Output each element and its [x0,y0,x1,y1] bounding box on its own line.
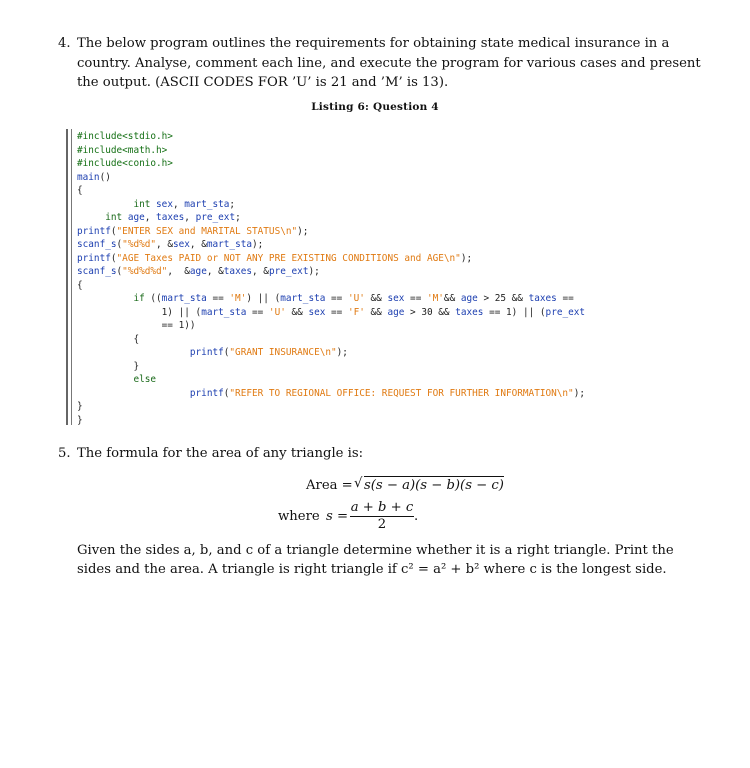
code-token: > 30 && [404,306,456,318]
code-line [77,400,585,414]
code-token: mart_sta [161,293,207,304]
code-token: == 1) || ( [483,306,546,318]
code-token: == [325,306,348,318]
code-token: , & [252,266,269,277]
code-token: (( [150,293,162,304]
question-4-number: 4. [58,36,71,51]
code-token: ( [110,252,117,264]
listing-caption: Listing 6: Question 4 [311,101,439,113]
where-label: where [278,509,320,524]
code-token: ); [573,387,586,399]
code-token: int [77,212,128,223]
listing-left-rule-inner [71,129,72,425]
code-token: main [77,171,100,183]
code-token: printf [77,252,111,264]
code-token: 'M' [229,293,247,304]
code-token: "%d%d%d" [122,266,168,277]
code-token: scanf_s [77,239,117,250]
formula-period: . [414,509,419,524]
code-line [77,130,585,144]
code-line [77,225,585,239]
code-token: pre_ext [545,306,586,318]
code-token: age [387,306,405,318]
code-token: 'F' [347,306,365,318]
question-4 [58,34,708,93]
code-token: == [246,306,269,318]
code-line [77,184,585,198]
code-token: == [206,293,230,304]
question-5-number: 5. [58,446,71,461]
code-token: 1) || ( [77,306,202,318]
code-token: pre_ext [268,266,309,277]
code-token: ); [297,225,309,237]
code-token: { [77,185,83,196]
code-line [77,171,585,185]
code-token: mart_sta [280,293,326,304]
code-token: "REFER TO REGIONAL OFFICE: REQUEST FOR FURTHER INFORMATION\n" [229,387,574,399]
code-token: ; [229,198,236,210]
code-token: 'U' [268,306,286,318]
code-token: } [77,401,83,412]
code-token: taxes [528,293,557,304]
s-fraction [350,500,414,532]
code-line [77,346,585,360]
s-equals: s = [326,509,349,524]
code-token: printf [77,347,224,358]
code-token: ( [116,239,123,250]
question-5 [58,444,708,464]
code-listing [66,129,706,425]
code-token: && [443,293,461,304]
code-token: 'M' [426,293,444,304]
question-5-task: Given the sides a, b, and c of a triangle determine whether it is a right triangle. Print the sides and the area. A triangle is right triangle if c² = a² + b² where c is the longest side. [77,543,674,577]
code-line [77,292,585,306]
code-token: == [556,293,574,304]
code-line [77,279,585,293]
code-token: mart_sta [184,198,230,210]
area-formula-radicand: s(s − a)(s − b)(s − c) [364,478,504,493]
code-line [77,360,585,374]
code-token: && [285,306,309,318]
code-token: taxes [156,212,185,223]
code-token: ); [336,347,348,358]
code-token: ); [460,252,473,264]
code-token: sex [156,198,173,210]
code-token: age [127,212,145,223]
code-line [77,414,585,428]
code-token: int [77,198,157,210]
code-token: age [460,293,478,304]
code-token: mart_sta [201,306,247,318]
code-token: printf [77,225,111,237]
code-token: sex [308,306,326,318]
code-token: } [77,360,140,372]
code-token: "GRANT INSURANCE\n" [229,347,337,358]
code-token: taxes [455,306,484,318]
code-token: , [144,212,157,223]
code-token: ( [223,347,230,358]
code-token: , & [167,266,190,277]
code-token: #include<stdio.h> [77,131,173,142]
code-token: } [77,414,83,426]
code-token: printf [77,387,224,399]
question-5-intro: The formula for the area of any triangle is: [77,446,364,461]
code-line [77,157,585,171]
code-token: ( [116,266,123,277]
code-line [77,252,585,266]
code-token: sex [172,239,190,250]
code-token: "%d%d" [122,239,157,250]
code-token: () [99,171,111,183]
code-token: > 25 && [477,293,529,304]
code-token: 'U' [347,293,365,304]
code-line [77,333,585,347]
code-line [77,238,585,252]
code-token: pre_ext [195,212,236,223]
code-block [77,130,585,427]
code-line [77,319,585,333]
s-denominator: 2 [377,517,387,532]
code-token: if [77,293,151,304]
code-token: { [77,279,83,291]
code-token: #include<conio.h> [77,158,173,169]
code-token: else [77,374,157,385]
code-line [77,306,585,320]
code-token: ); [252,239,264,250]
code-line [77,198,585,212]
code-token: "AGE Taxes PAID or NOT ANY PRE EXISTING CONDITIONS and AGE\n" [116,252,461,264]
code-token: ( [110,225,117,237]
code-token: ( [223,387,230,399]
code-line [77,265,585,279]
code-token: ) || ( [246,293,281,304]
code-token: == [325,293,348,304]
code-line [77,211,585,225]
code-line [77,373,585,387]
code-token: , & [189,239,207,250]
code-token: , [184,212,196,223]
code-token: age [189,266,207,277]
s-numerator: a + b + c [350,500,414,515]
code-token: && [364,293,388,304]
code-token: taxes [223,266,253,277]
code-line [77,387,585,401]
listing-left-rule [66,129,68,425]
code-token: "ENTER SEX and MARITAL STATUS\n" [116,225,298,237]
code-token: , & [156,239,173,250]
code-token: scanf_s [77,266,117,277]
code-token: sex [387,293,405,304]
code-token: ); [308,266,320,277]
code-token: , [172,198,185,210]
code-line [77,144,585,158]
code-token: == [404,293,427,304]
code-token: { [77,333,140,345]
code-token: mart_sta [206,239,253,250]
code-token: == 1)) [77,320,196,331]
code-token: #include<math.h> [77,144,168,156]
code-token: , & [206,266,224,277]
code-token: ; [235,212,241,223]
question-4-text: The below program outlines the requirements for obtaining state medical insurance in a country. Analyse, comment each line, and execute the program for various cases and present the output. (ASCII CODES FOR ’U’ is 21 and ’M’ is 13). [77,36,701,90]
code-token: && [364,306,388,318]
area-formula-lhs: Area = [306,478,353,493]
sqrt-symbol: √ [354,476,363,491]
